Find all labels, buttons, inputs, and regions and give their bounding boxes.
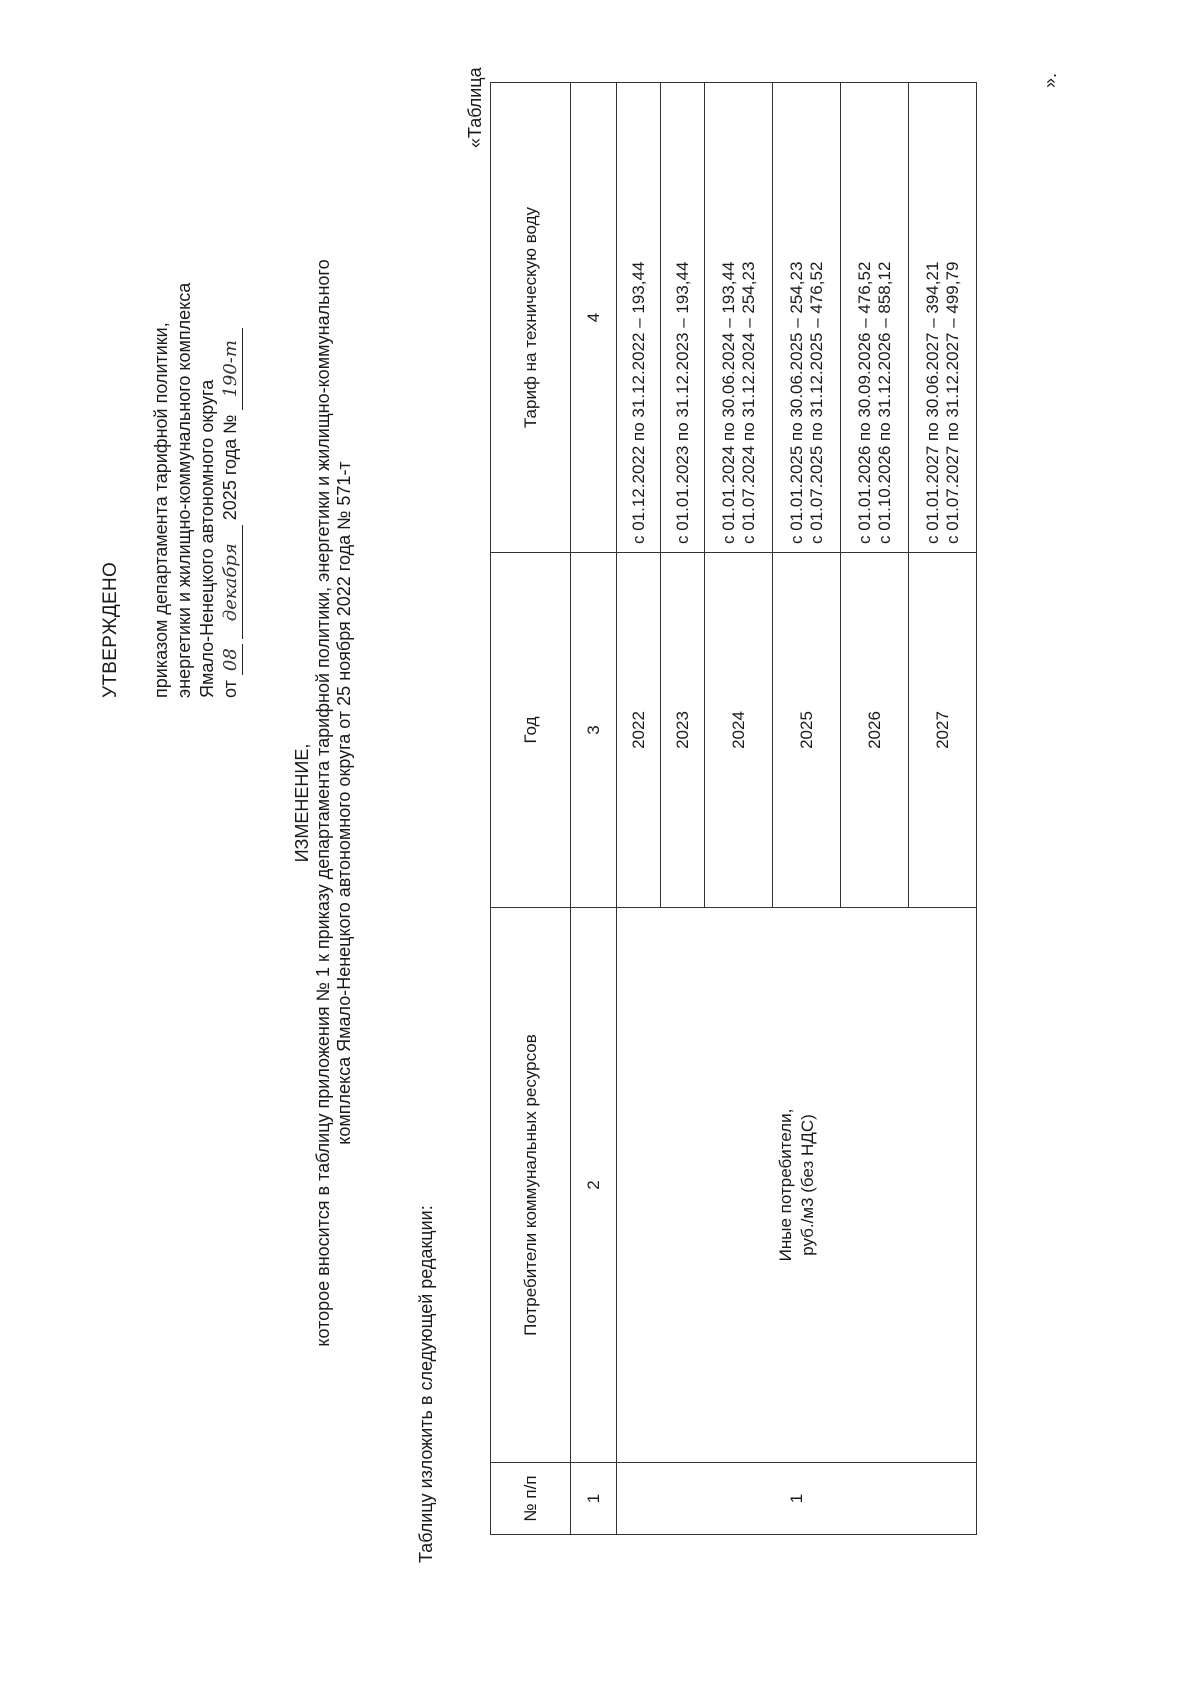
tariff-line: с 01.07.2025 по 31.12.2025 – 476,52 [806,261,826,544]
tariff-cell [909,83,977,553]
tariff-table [490,82,977,1535]
year-cell: 2026 [841,553,909,908]
change-heading [292,203,355,1403]
header-tariff: Тариф на техническую воду [491,83,571,553]
year-cell: 2023 [661,553,705,908]
table-column-numbers-row [571,83,617,1535]
year-cell: 2024 [705,553,773,908]
tariff-cell [661,83,705,553]
handwritten-day: 08 [219,644,243,675]
tariff-line: с 01.01.2027 по 30.06.2027 – 394,21 [922,261,942,544]
from-prefix: от [220,680,240,698]
tariff-line: с 01.01.2023 по 31.12.2023 – 193,44 [672,261,692,544]
year-cell: 2027 [909,553,977,908]
column-number: 1 [571,1463,617,1535]
approval-title: УТВЕРЖДЕНО [100,561,121,698]
table-caption: «Таблица [465,67,485,148]
handwritten-month: декабря [219,525,243,639]
year-cell: 2025 [773,553,841,908]
approval-line: приказом департамента тарифной политики, [151,322,171,698]
year-cell: 2022 [617,553,661,908]
approval-line: Ямало-Ненецкого автономного округа [197,379,217,698]
tariff-cell [705,83,773,553]
tariff-cell [617,83,661,553]
tariff-line: с 01.01.2025 по 30.06.2025 – 254,23 [786,261,806,544]
column-number: 3 [571,553,617,908]
heading-line: комплекса Ямало-Ненецкого автономного округа от 25 ноября 2022 года № 571-т [334,461,354,1145]
approval-line: энергетики и жилищно-коммунального комплекса [174,282,194,698]
row-number: 1 [617,1463,977,1535]
table-header-row [491,83,571,1535]
heading-line: которое вносится в таблицу приложения № 1 к приказу департамента тарифной политики, энергетики и жилищно-коммунального [313,259,333,1347]
tariff-line: с 01.07.2024 по 31.12.2024 – 254,23 [738,261,758,544]
year-text: 2025 года № [220,414,240,521]
tariff-line: с 01.01.2024 по 30.06.2024 – 193,44 [718,261,738,544]
heading-title: ИЗМЕНЕНИЕ, [292,743,312,863]
handwritten-number: 190-т [219,328,243,410]
closing-quote: ». [1040,72,1060,88]
consumer-cell [617,908,977,1463]
header-number: № п/п [491,1463,571,1535]
column-number: 4 [571,83,617,553]
consumer-line: Иные потребители, [775,1108,795,1262]
consumer-line: руб./м3 (без НДС) [797,1114,817,1256]
intro-text: Таблицу изложить в следующей редакции: [416,1205,436,1563]
approval-block [150,283,243,698]
tariff-line: с 01.12.2022 по 31.12.2022 – 193,44 [628,261,648,544]
header-year: Год [491,553,571,908]
table-row [617,83,661,1535]
tariff-line: с 01.01.2026 по 30.09.2026 – 476,52 [854,261,874,544]
tariff-line: с 01.10.2026 по 31.12.2026 – 858,12 [874,261,894,544]
tariff-line: с 01.07.2027 по 31.12.2027 – 499,79 [942,261,962,544]
tariff-cell [841,83,909,553]
approval-date-line [219,283,243,698]
column-number: 2 [571,908,617,1463]
tariff-cell [773,83,841,553]
header-consumers: Потребители коммунальных ресурсов [491,908,571,1463]
